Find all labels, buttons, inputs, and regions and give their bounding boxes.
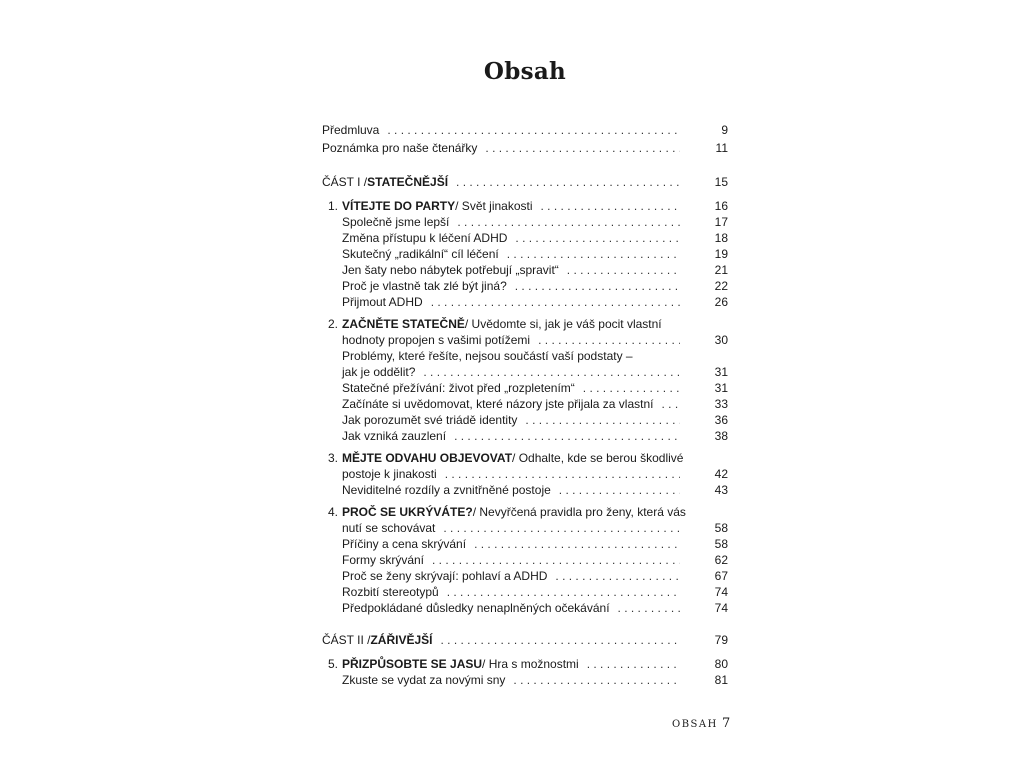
dot-leader <box>474 536 680 552</box>
dot-leader <box>443 520 680 536</box>
page-number: 7 <box>722 716 731 731</box>
toc-entry-page: 15 <box>714 175 728 189</box>
dot-leader <box>618 600 680 616</box>
toc-entry <box>322 428 730 444</box>
toc-entry-title: Přijmout ADHD <box>342 295 423 309</box>
toc-entry-page: 26 <box>714 295 728 309</box>
toc-entry <box>322 568 730 584</box>
dot-leader <box>507 246 680 262</box>
toc-chapter-4 <box>322 504 730 520</box>
toc-entry-page: 58 <box>714 537 728 551</box>
toc-entry-page: 36 <box>714 413 728 427</box>
dot-leader <box>525 412 680 428</box>
toc-entry <box>322 536 730 552</box>
toc-entry-title: nutí se schovávat <box>342 521 436 535</box>
chapter-title: PŘIZPŮSOBTE SE JASU <box>342 657 483 671</box>
toc-entry-page: 11 <box>715 141 728 155</box>
toc-entry <box>322 246 730 262</box>
part-title: STATEČNĚJŠÍ <box>367 175 449 189</box>
toc-entry-page: 17 <box>714 215 728 229</box>
page-title: Obsah <box>483 58 567 85</box>
toc-entry <box>322 412 730 428</box>
toc-entry <box>322 348 730 364</box>
toc-part-2 <box>322 632 730 648</box>
toc-entry-page: 67 <box>714 569 728 583</box>
toc-entry-title: Společně jsme lepší <box>342 215 450 229</box>
toc-entry-page: 42 <box>714 467 728 481</box>
toc-entry-page: 21 <box>714 263 728 277</box>
chapter-subtitle: / Svět jinakosti <box>455 199 533 213</box>
chapter-subtitle: / Nevyřčená pravidla pro ženy, která vás <box>472 505 686 519</box>
toc-entry <box>322 278 730 294</box>
toc-entry <box>322 262 730 278</box>
dot-leader <box>661 396 680 412</box>
dot-leader <box>454 428 680 444</box>
toc-entry-page: 22 <box>714 279 728 293</box>
toc-entry <box>322 332 730 348</box>
dot-leader <box>440 632 680 648</box>
chapter-subtitle: / Hra s možnostmi <box>482 657 579 671</box>
dot-leader <box>387 122 680 138</box>
toc-entry <box>322 214 730 230</box>
toc-entry-title: jak je oddělit? <box>342 365 416 379</box>
toc-entry-title: Formy skrývání <box>342 553 425 567</box>
toc-entry-page: 43 <box>714 483 728 497</box>
dot-leader <box>538 332 680 348</box>
chapter-title: PROČ SE UKRÝVÁTE? <box>342 505 473 519</box>
running-footer-label: OBSAH <box>672 719 718 730</box>
toc-entry-title: Začínáte si uvědomovat, které názory jste přijala za vlastní <box>342 397 654 411</box>
toc-entry-page: 79 <box>714 633 728 647</box>
part-label: ČÁST II / <box>322 633 371 647</box>
toc-entry <box>322 600 730 616</box>
dot-leader <box>456 174 680 190</box>
toc-entry-title: Zkuste se vydat za novými sny <box>342 673 506 687</box>
toc-entry <box>322 520 730 536</box>
chapter-number: 1. <box>328 199 339 213</box>
dot-leader <box>513 672 680 688</box>
part-label: ČÁST I / <box>322 175 368 189</box>
toc-chapter-2 <box>322 316 730 332</box>
chapter-number: 2. <box>328 317 339 331</box>
toc-entry <box>322 552 730 568</box>
toc-entry-page: 18 <box>714 231 728 245</box>
toc-entry-note <box>322 140 730 156</box>
toc-entry-title: Neviditelné rozdíly a zvnitřněné postoje <box>342 483 551 497</box>
toc-entry-page: 62 <box>714 553 728 567</box>
toc-chapter-3 <box>322 450 730 466</box>
toc-entry-title: Poznámka pro naše čtenářky <box>322 141 478 155</box>
toc-entry-page: 33 <box>714 397 728 411</box>
toc-entry-preface <box>322 122 730 138</box>
dot-leader <box>515 278 680 294</box>
toc-entry-title: Předpokládané důsledky nenaplněných očekávání <box>342 601 610 615</box>
toc-entry <box>322 364 730 380</box>
toc-entry-title: Proč je vlastně tak zlé být jiná? <box>342 279 507 293</box>
toc-entry-page: 81 <box>714 673 728 687</box>
toc-entry-page: 80 <box>714 657 728 671</box>
toc-entry-page: 16 <box>714 199 728 213</box>
toc-entry <box>322 466 730 482</box>
chapter-title: VÍTEJTE DO PARTY <box>342 199 456 213</box>
toc-entry-title: Jen šaty nebo nábytek potřebují „spravit“ <box>342 263 559 277</box>
toc-entry-title: Předmluva <box>322 123 380 137</box>
dot-leader <box>485 140 680 156</box>
toc-entry-page: 31 <box>714 381 728 395</box>
dot-leader <box>432 552 680 568</box>
toc-entry-page: 74 <box>714 601 728 615</box>
dot-leader <box>583 380 680 396</box>
dot-leader <box>567 262 680 278</box>
chapter-title: MĚJTE ODVAHU OBJEVOVAT <box>342 451 513 465</box>
toc-entry-page: 31 <box>714 365 728 379</box>
dot-leader <box>423 364 680 380</box>
toc-part-1 <box>322 174 730 190</box>
chapter-number: 5. <box>328 657 339 671</box>
toc-entry-page: 9 <box>721 123 728 137</box>
toc-entry-title: Rozbití stereotypů <box>342 585 439 599</box>
toc-entry-title: Statečné přežívání: život před „rozpletením“ <box>342 381 575 395</box>
toc-entry <box>322 396 730 412</box>
toc-entry <box>322 672 730 688</box>
toc-chapter-1 <box>322 198 730 214</box>
chapter-number: 3. <box>328 451 339 465</box>
chapter-number: 4. <box>328 505 339 519</box>
toc-entry-title: Proč se ženy skrývají: pohlaví a ADHD <box>342 569 548 583</box>
dot-leader <box>457 214 680 230</box>
chapter-subtitle: / Uvědomte si, jak je váš pocit vlastní <box>464 317 662 331</box>
dot-leader <box>431 294 680 310</box>
dot-leader <box>515 230 680 246</box>
toc-chapter-5 <box>322 656 730 672</box>
chapter-title: ZAČNĚTE STATEČNĚ <box>342 317 465 331</box>
dot-leader <box>587 656 680 672</box>
dot-leader <box>555 568 680 584</box>
toc-entry-title: Jak vzniká zauzlení <box>342 429 447 443</box>
toc-entry <box>322 584 730 600</box>
toc-entry <box>322 294 730 310</box>
dot-leader <box>541 198 680 214</box>
chapter-subtitle: / Odhalte, kde se berou škodlivé <box>512 451 684 465</box>
toc-entry-page: 38 <box>714 429 728 443</box>
toc-entry-title: Příčiny a cena skrývání <box>342 537 467 551</box>
toc-entry-title: Změna přístupu k léčení ADHD <box>342 231 508 245</box>
part-title: ZÁŘIVĚJŠÍ <box>370 633 433 647</box>
toc-entry-title: Skutečný „radikální“ cíl léčení <box>342 247 499 261</box>
toc-entry-title: Jak porozumět své triádě identity <box>342 413 518 427</box>
dot-leader <box>559 482 680 498</box>
toc-entry <box>322 230 730 246</box>
toc-entry-page: 30 <box>714 333 728 347</box>
toc-entry <box>322 380 730 396</box>
dot-leader <box>445 466 680 482</box>
toc-entry-title: hodnoty propojen s vašimi potížemi <box>342 333 531 347</box>
toc-entry-page: 19 <box>714 247 728 261</box>
toc-entry <box>322 482 730 498</box>
dot-leader <box>447 584 680 600</box>
toc-entry-page: 74 <box>714 585 728 599</box>
toc-entry-title: postoje k jinakosti <box>342 467 437 481</box>
toc-entry-title: Problémy, které řešíte, nejsou součástí vaší podstaty – <box>342 349 633 363</box>
toc-entry-page: 58 <box>714 521 728 535</box>
